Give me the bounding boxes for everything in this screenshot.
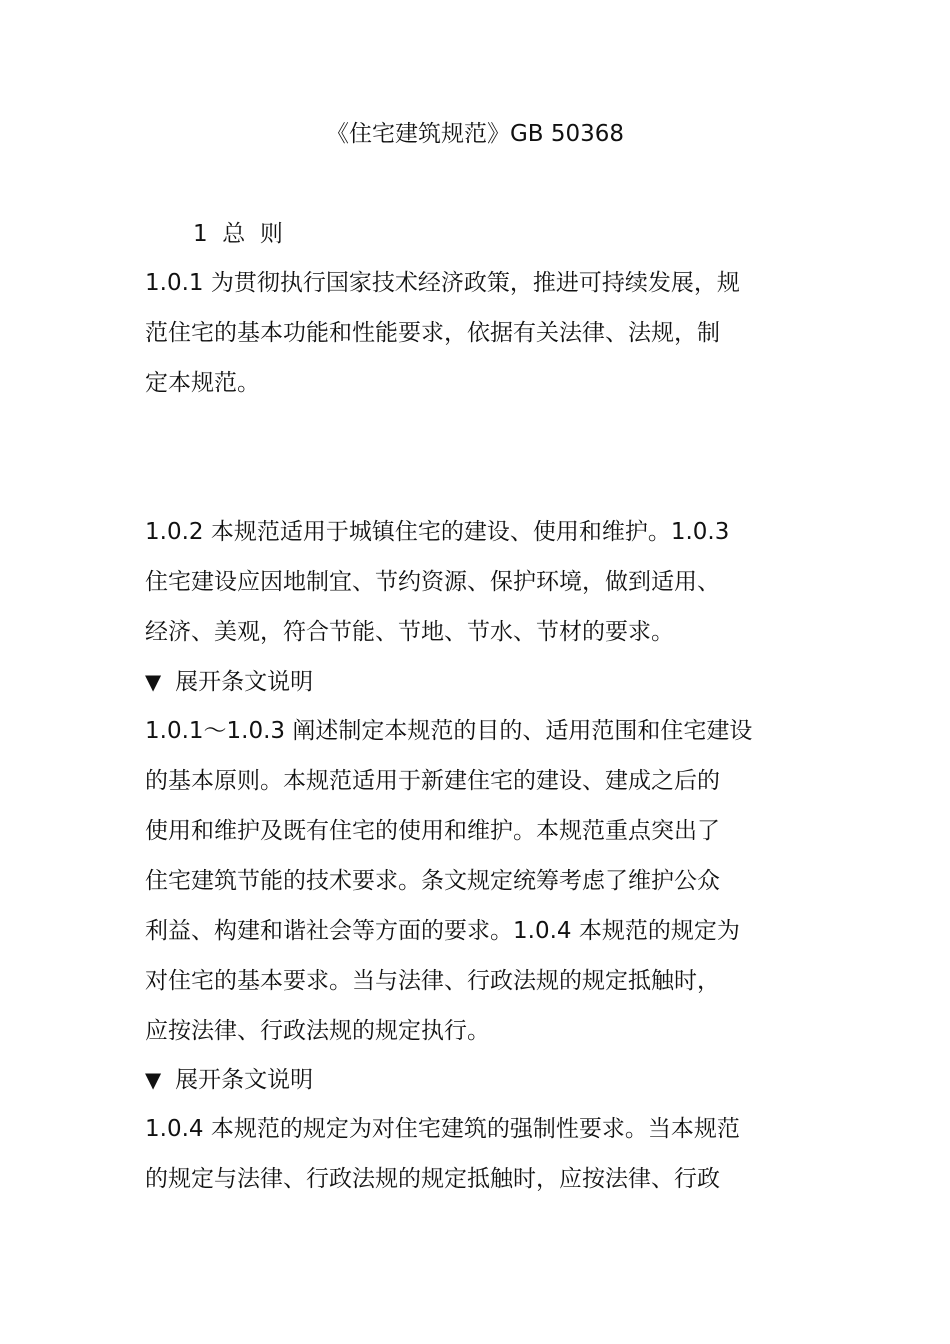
explanation-1-0-1-to-1-0-3	[145, 706, 800, 1056]
text-line: 应按法律、行政法规的规定执行。	[145, 1018, 490, 1044]
text-line: 1.0.2 本规范适用于城镇住宅的建设、使用和维护。1.0.3	[145, 519, 730, 545]
text-line: 1.0.1～1.0.3 阐述制定本规范的目的、适用范围和住宅建设	[145, 718, 753, 744]
text-line: 1.0.1 为贯彻执行国家技术经济政策，推进可持续发展，规	[145, 270, 740, 296]
text-line: 利益、构建和谐社会等方面的要求。1.0.4 本规范的规定为	[145, 918, 740, 944]
text-line: 住宅建筑节能的技术要求。条文规定统筹考虑了维护公众	[145, 868, 720, 894]
text-line: 住宅建设应因地制宜、节约资源、保护环境，做到适用、	[145, 569, 720, 595]
text-line: 对住宅的基本要求。当与法律、行政法规的规定抵触时，	[145, 968, 720, 994]
triangle-down-icon: ▼	[145, 1068, 162, 1092]
explanation-1-0-4	[145, 1104, 800, 1204]
clause-1-0-2	[145, 507, 800, 657]
clause-1-0-1	[145, 258, 800, 408]
text-line: 的基本原则。本规范适用于新建住宅的建设、建成之后的	[145, 768, 720, 794]
expand-explanation-toggle-2[interactable]	[145, 1055, 313, 1105]
text-line: 定本规范。	[145, 370, 260, 396]
text-line: 1.0.4 本规范的规定为对住宅建筑的强制性要求。当本规范	[145, 1116, 740, 1142]
text-line: 范住宅的基本功能和性能要求，依据有关法律、法规，制	[145, 320, 720, 346]
text-line: 经济、美观，符合节能、节地、节水、节材的要求。	[145, 619, 674, 645]
expand-explanation-toggle-1[interactable]	[145, 657, 313, 707]
chapter-heading: 1 总 则	[193, 221, 283, 247]
expand-label: 展开条文说明	[175, 1067, 314, 1093]
text-line: 的规定与法律、行政法规的规定抵触时，应按法律、行政	[145, 1166, 720, 1192]
document-title: 《住宅建筑规范》GB 50368	[325, 121, 625, 147]
text-line: 使用和维护及既有住宅的使用和维护。本规范重点突出了	[145, 818, 720, 844]
expand-label: 展开条文说明	[175, 669, 314, 695]
triangle-down-icon: ▼	[145, 670, 162, 694]
